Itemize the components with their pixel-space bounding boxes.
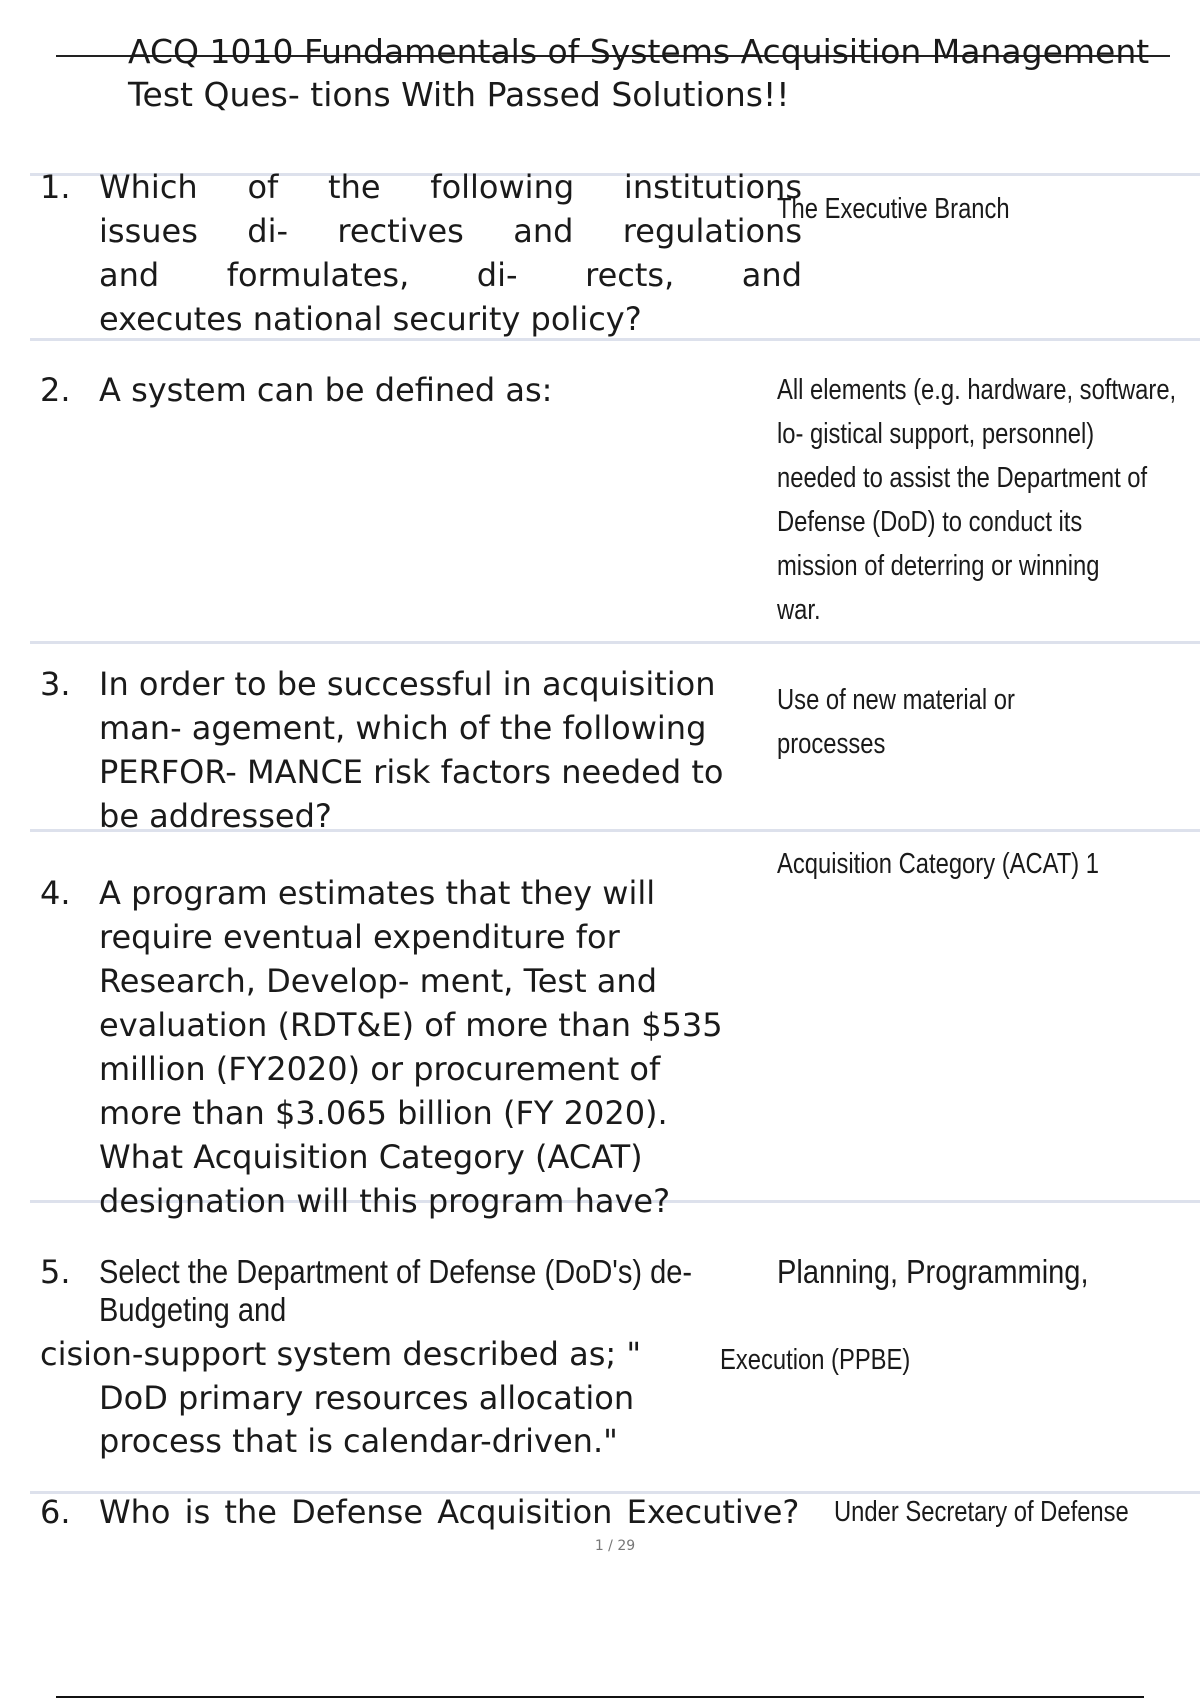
question-text-line-4: DoD primary resources allocation	[99, 1379, 635, 1417]
question-text-line-5: process that is calendar-driven."	[99, 1422, 618, 1460]
question-text: Which of the following institutions issues di- rectives and regulations and formulates, di- rects, and executes national security policy?	[99, 168, 802, 338]
question-text: Who is the Defense Acquisition Executive?	[99, 1493, 800, 1531]
title-line-2: Test Ques- tions With Passed Solutions!!	[128, 75, 790, 114]
question-number: 5.	[40, 1253, 71, 1291]
answer-1: The Executive Branch	[777, 193, 1010, 225]
title-line-1: ACQ 1010 Fundamentals of Systems Acquisition Management	[128, 32, 1150, 71]
answer-5-part-2: Execution (PPBE)	[720, 1344, 911, 1376]
page-indicator: 1 / 29	[594, 1538, 636, 1554]
question-text-line-3: cision-support system described as; "	[40, 1335, 642, 1373]
question-text-line-2: Budgeting and	[99, 1291, 287, 1328]
document-title	[128, 30, 1188, 116]
question-number: 4.	[40, 874, 71, 912]
question-text: A program estimates that they will require eventual expenditure for Research, Develop- ment, Test and evaluation (RDT&E) of more than $535 million (FY2020) or procurement of more than $3.065 billion (FY 2020). What Acquisition Category (ACAT) designation will this program have?	[99, 874, 723, 1220]
row-divider	[30, 641, 1200, 644]
answer-5-part-1: Planning, Programming,	[777, 1253, 1089, 1290]
answer-4: Acquisition Category (ACAT) 1	[777, 848, 1100, 880]
bottom-rule	[56, 1696, 1144, 1698]
answer-6: Under Secretary of Defense	[834, 1496, 1129, 1528]
question-number: 1.	[40, 168, 71, 206]
question-number: 3.	[40, 665, 71, 703]
question-text-line-1: Select the Department of Defense (DoD's) de-	[99, 1253, 693, 1290]
answer-2: All elements (e.g. hardware, software, lo- gistical support, personnel) needed to assist the Department of Defense (DoD) to conduct its mission of deterring or winning war.	[777, 374, 1177, 626]
question-text: A system can be defined as:	[99, 371, 553, 409]
question-number: 2.	[40, 371, 71, 409]
question-text: In order to be successful in acquisition man- agement, which of the following PERFOR- MANCE risk factors needed to be addressed?	[99, 665, 724, 835]
question-number: 6.	[40, 1493, 71, 1531]
answer-3: Use of new material or processes	[777, 684, 1015, 760]
